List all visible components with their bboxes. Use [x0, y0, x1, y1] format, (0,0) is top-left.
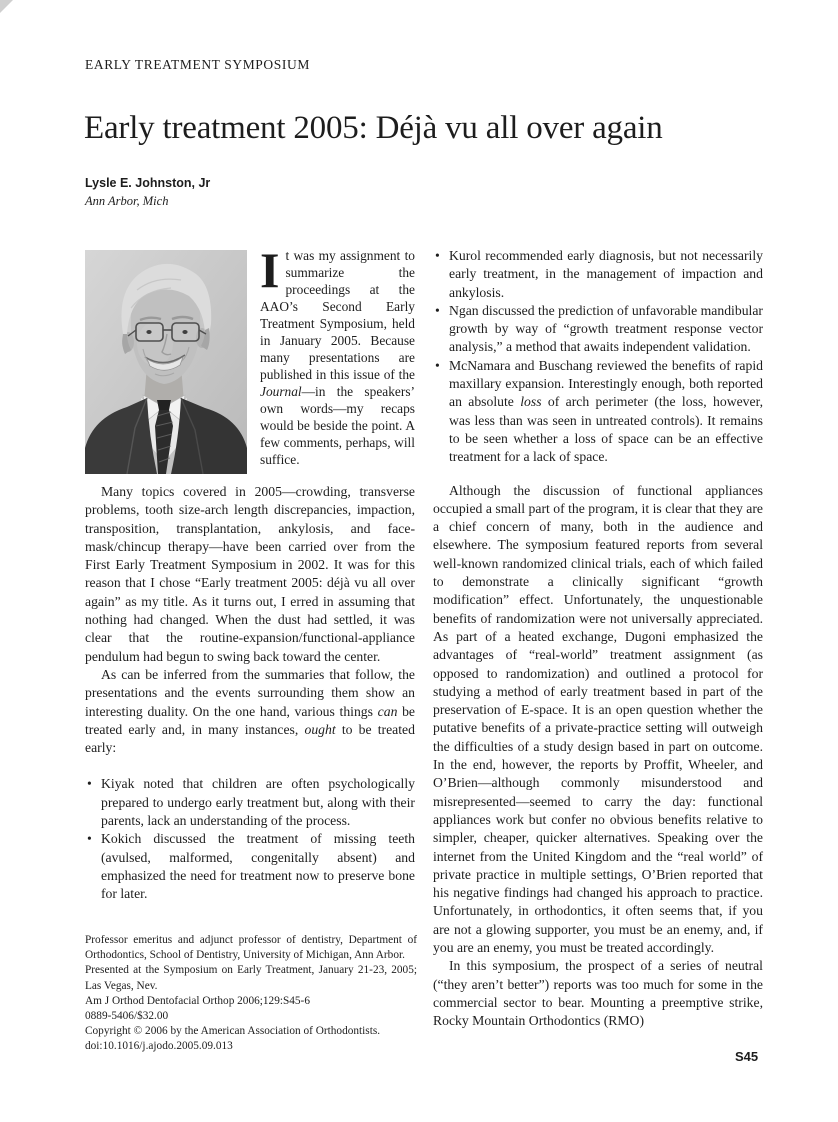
bullet-item-mcnamara	[433, 357, 763, 467]
bullet-item-kiyak	[85, 775, 415, 830]
bullet-item-kokich	[85, 830, 415, 903]
bullet-text: Kurol recommended early diagnosis, but not necessarily early treatment, in the management of impaction and ankylosis.	[449, 248, 763, 300]
paragraph-symposium-prospect: In this symposium, the prospect of a series of neutral (“they aren’t better”) reports was too much for some in the commercial sector to bear. Mounting a preemptive strike, Rocky Mountain Orthodontics (RMO)	[433, 958, 763, 1029]
bullet-icon: •	[87, 831, 92, 847]
scan-corner-artifact	[0, 0, 13, 13]
right-bullet-list	[433, 247, 763, 467]
footnote-affiliation: Professor emeritus and adjunct professor of dentistry, Department of Orthodontics, School of Dentistry, University of Michigan, Ann Arbor.	[85, 934, 417, 962]
author-photo	[85, 250, 247, 474]
dropcap-letter: I	[260, 242, 280, 298]
article-title: Early treatment 2005: Déjà vu all over again	[84, 110, 663, 146]
intro-paragraph	[85, 242, 415, 468]
footnote-issn-price: 0889-5406/$32.00	[85, 1010, 169, 1023]
left-column	[85, 242, 416, 904]
page-number: S45	[735, 1049, 759, 1064]
footnote-copyright: Copyright © 2006 by the American Association of Orthodontists.	[85, 1025, 381, 1038]
footnote-doi: doi:10.1016/j.ajodo.2005.09.013	[85, 1040, 233, 1053]
left-bullet-list	[85, 775, 415, 903]
footnote-citation: Am J Orthod Dentofacial Orthop 2006;129:S45-6	[85, 994, 310, 1007]
author-location: Ann Arbor, Mich	[85, 194, 169, 208]
bullet-icon: •	[435, 357, 440, 373]
bullet-icon: •	[87, 776, 92, 792]
paragraph-duality: As can be inferred from the summaries that follow, the presentations and the events surrounding them show an interesting duality. On the one hand, various things can be treated early and, in many instances, ought to be treated early:	[85, 666, 416, 756]
author-name: Lysle E. Johnston, Jr	[85, 176, 211, 190]
bullet-text: McNamara and Buschang reviewed the benefits of rapid maxillary expansion. Interestingly enough, both reported an absolute loss of arch perimeter (the loss, however, was less than was seen in untreated controls). It remains to be seen whether a loss of space can be an effective treatment for a lack of space.	[449, 357, 763, 465]
intro-text: t was my assignment to summarize the proceedings at the AAO’s Second Early Treatment Symposium, held in January 2005. Because many presentations are published in this issue of the Journal—in the speakers’ own words—my recaps would be beside the point. A few comments, perhaps, will suffice.	[260, 248, 415, 467]
section-header: EARLY TREATMENT SYMPOSIUM	[85, 57, 310, 72]
bullet-icon: •	[435, 302, 440, 318]
bullet-item-kurol	[433, 247, 763, 302]
bullet-item-ngan	[433, 302, 763, 357]
article-footnote	[85, 933, 417, 1055]
paragraph-functional-appliances: Although the discussion of functional appliances occupied a small part of the program, it is clear that they are a chief concern of many, both in the audience and elsewhere. The symposium featured reports from several well-known randomized clinical trials, each of which failed to demonstrate a clinically significant “growth modification” effect. Unfortunately, the unquestionable benefits of randomization were not universally appreciated. As part of a heated exchange, Dugoni emphasized the advantages of “real-world” treatment assignment (as opposed to randomization) and outlined a protocol for studying a method of early treatment based in part of the preservation of E-space. It is an open question whether the putative benefits of a private-practice setting will outweigh the difficulties of a study design based in part on outcome. In the end, however, the reports by Proffit, Wheeler, and O’Brien—although commonly misunderstood and misrepresented—seemed to carry the day: functional appliances work but confer no obvious benefits relative to simpler, cheaper, quicker alternatives. Speaking over the internet from the United Kingdom and the “real world” of private practice in multiple settings, O’Brien reported that his negative findings had changed his approach to practice. Unfortunately, in orthodontics, it often seems that, if you are not a glowing supporter, you must be an enemy, and, if you are an enemy, you must be treated accordingly.	[433, 482, 763, 955]
bullet-text: Kokich discussed the treatment of missing teeth (avulsed, malformed, congenitally absent) and emphasized the need for treatment now to preserve bone for later.	[101, 831, 415, 902]
right-column	[433, 247, 763, 1030]
footnote-presented: Presented at the Symposium on Early Treatment, January 21-23, 2005; Las Vegas, Nev.	[85, 964, 417, 992]
bullet-icon: •	[435, 248, 440, 263]
author-portrait-image	[85, 250, 247, 474]
paragraph-topics: Many topics covered in 2005—crowding, transverse problems, tooth size-arch length discrepancies, impaction, transposition, transplantation, ankylosis, and face-mask/chincup therapy—have been carried over from the First Early Treatment Symposium in 2002. It was for this reason that I chose “Early treatment 2005: déjà vu all over again” as my title. As it turns out, I erred in assuming that nothing had changed. When the dust had settled, it was clear that the routine-expansion/functional-appliance pendulum had begun to swing back toward the center.	[85, 484, 415, 664]
bullet-text: Kiyak noted that children are often psychologically prepared to undergo early treatment but, along with their parents, lack an understanding of the process.	[101, 776, 415, 829]
bullet-text: Ngan discussed the prediction of unfavorable mandibular growth by way of “growth treatment response vector analysis,” a method that awaits independent validation.	[449, 302, 763, 355]
